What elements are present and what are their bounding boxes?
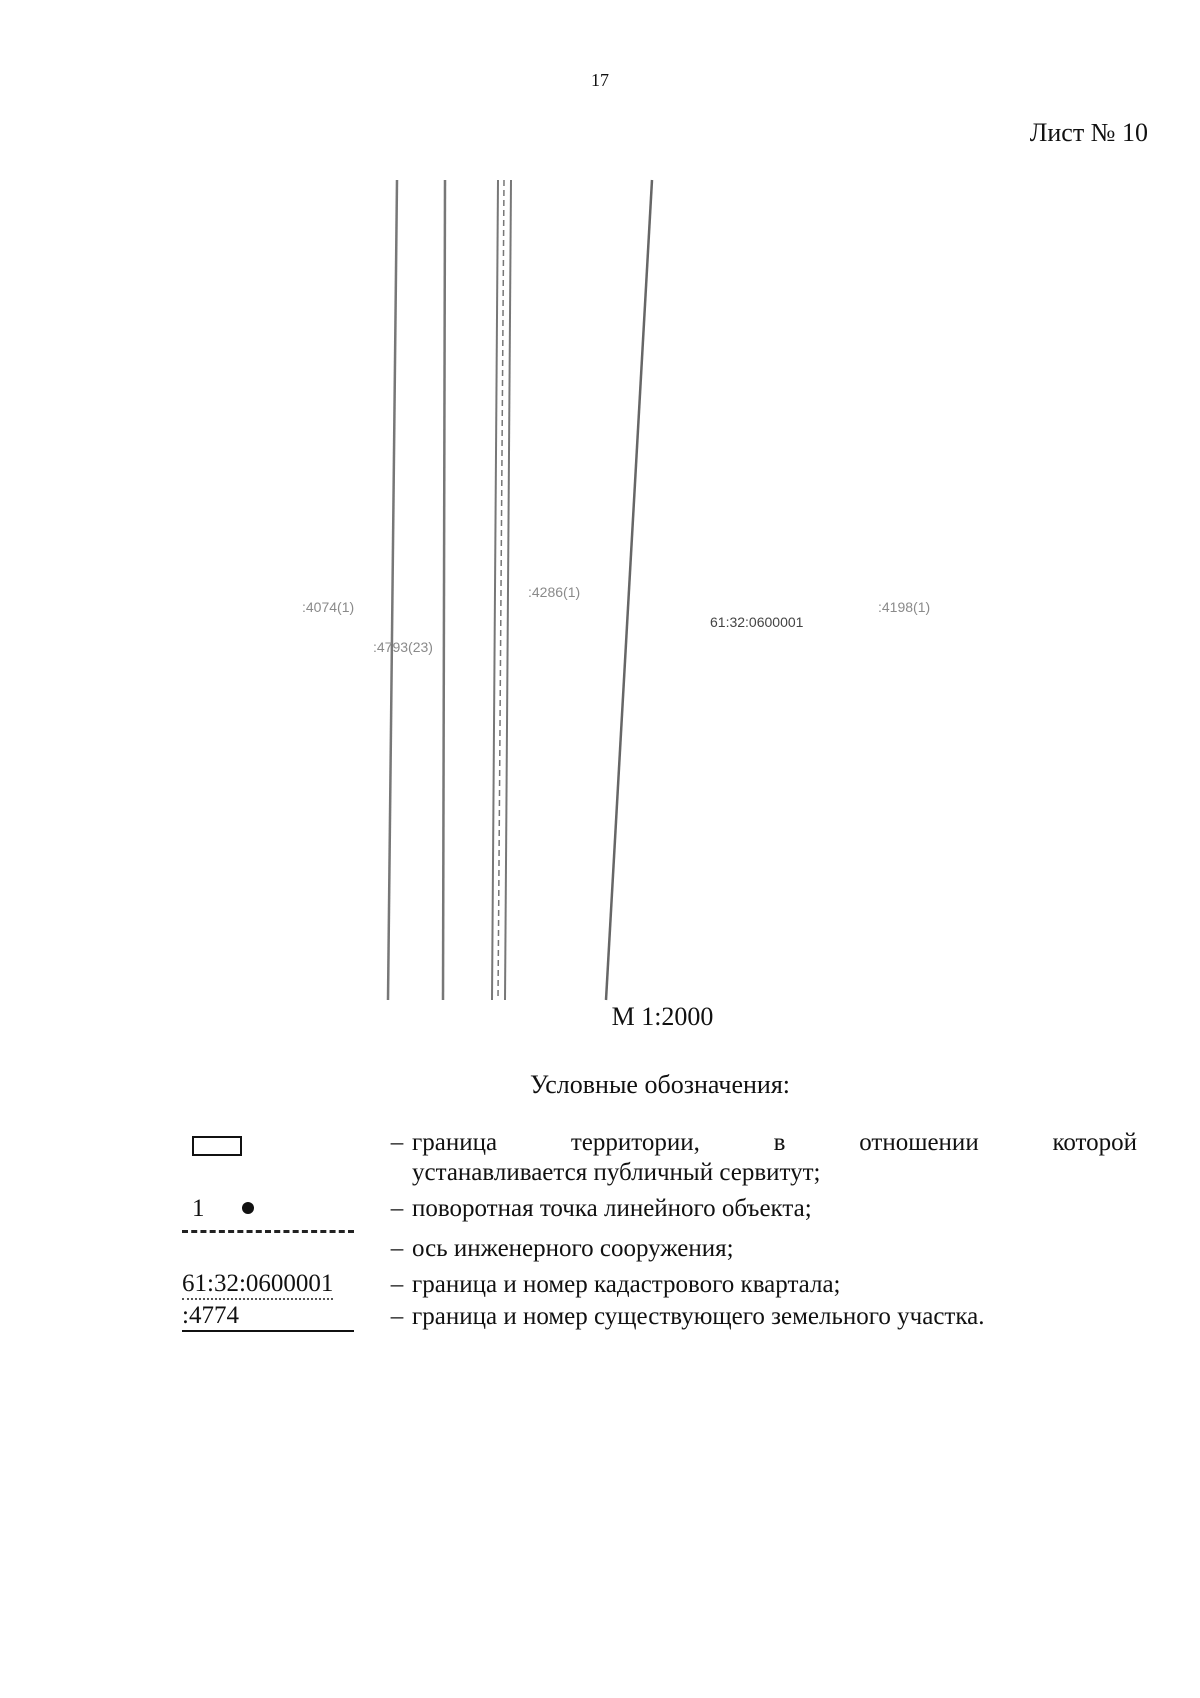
turning-point-icon [242, 1202, 254, 1214]
map-label-quarter: 61:32:0600001 [710, 614, 804, 630]
legend-symbol-parcel [182, 1302, 382, 1332]
page-number: 17 [591, 70, 609, 90]
parcel-code-sample: :4774 [182, 1302, 354, 1332]
map-label-parcel-4198: :4198(1) [878, 599, 931, 615]
legend-symbol-boundary [182, 1128, 382, 1158]
legend-row-boundary [182, 1128, 1137, 1188]
legend-row-quarter [182, 1270, 1137, 1300]
legend-text-boundary-line-2: устанавливается публичный сервитут; [412, 1159, 821, 1186]
legend-dash: – [390, 1303, 404, 1330]
point-number-label: 1 [192, 1195, 205, 1222]
map-scale: М 1:2000 [611, 1002, 714, 1031]
legend-text-quarter: граница и номер кадастрового квартала; [412, 1271, 841, 1298]
map-label-parcel-4793: :4793(23) [373, 639, 433, 655]
legend-title: Условные обозначения: [529, 1070, 791, 1099]
quarter-boundary-line [606, 180, 652, 1000]
legend-dash: – [390, 1129, 404, 1156]
legend-row-parcel [182, 1302, 1137, 1332]
road-boundary-line-1 [492, 180, 498, 1000]
dashed-axis-line-icon [182, 1230, 354, 1233]
legend-symbol-point [182, 1194, 382, 1224]
map-label-parcel-4286: :4286(1) [528, 584, 581, 600]
legend-symbol-quarter [182, 1270, 382, 1300]
legend-row-axis [182, 1234, 1137, 1264]
legend-dash: – [390, 1195, 404, 1222]
boundary-rectangle-icon [192, 1136, 242, 1156]
sheet-label: Лист № 10 [1029, 118, 1148, 147]
legend-symbol-axis [182, 1234, 382, 1264]
legend-text-boundary [412, 1128, 1137, 1188]
legend-text-axis: ось инженерного сооружения; [412, 1235, 734, 1262]
parcel-boundary-line-2 [443, 180, 445, 1000]
legend [182, 1128, 1137, 1332]
quarter-code-sample: 61:32:0600001 [182, 1270, 333, 1300]
legend-row-point [182, 1194, 1137, 1224]
road-boundary-line-2 [505, 180, 511, 1000]
legend-dash: – [390, 1235, 404, 1262]
legend-text-boundary-line-1: граница территории, в отношении которой [412, 1129, 1137, 1156]
engineering-axis-line [498, 180, 504, 1000]
legend-text-point: поворотная точка линейного объекта; [412, 1195, 812, 1222]
map-label-parcel-4074: :4074(1) [302, 599, 355, 615]
parcel-boundary-line-1 [388, 180, 397, 1000]
legend-dash: – [390, 1271, 404, 1298]
legend-text-parcel: граница и номер существующего земельного участка. [412, 1303, 985, 1330]
